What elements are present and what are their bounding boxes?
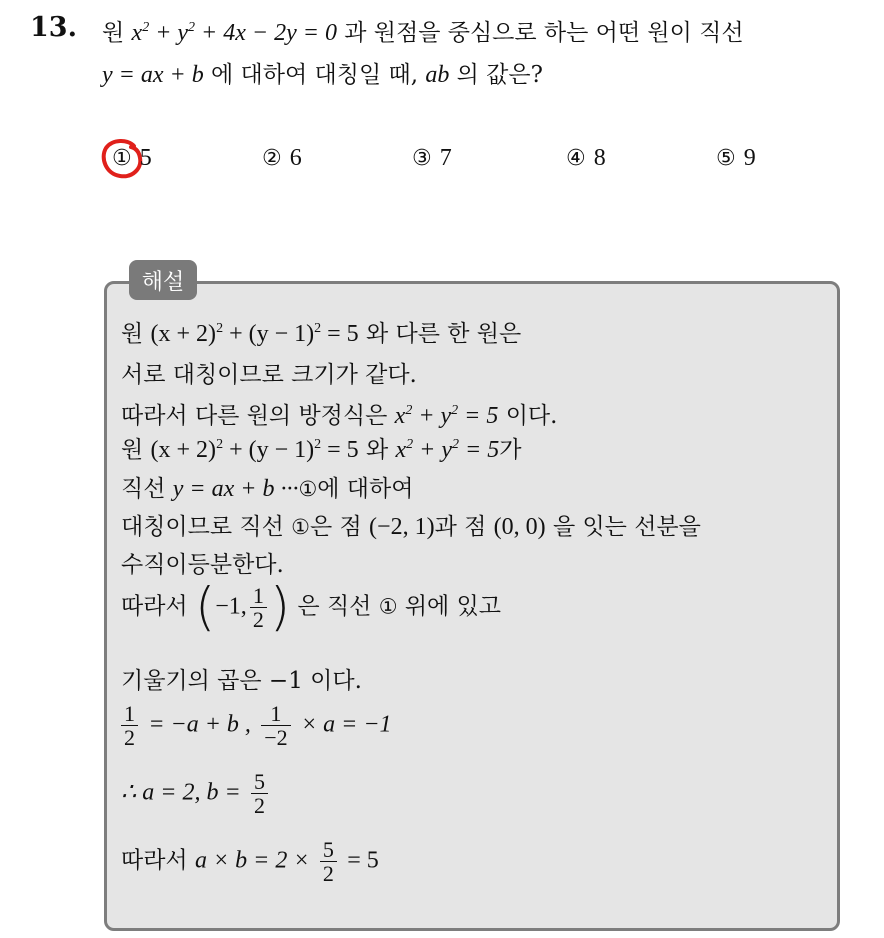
question-text: 에 대하여 대칭일 때,	[211, 62, 419, 88]
solution-line-7: 수직이등분한다.	[121, 552, 284, 578]
solution-line-11: ∴ a = 2, b = $\frac{5}{2}$	[121, 770, 271, 817]
solution-line-2: 서로 대칭이므로 크기가 같다.	[121, 362, 417, 388]
choice-symbol: ②	[262, 146, 282, 171]
choice-3[interactable]	[412, 145, 452, 172]
question-number: 13.	[30, 12, 77, 43]
choice-value: 6	[289, 145, 302, 171]
solution-line-4: 원 $(x + 2)^2 + (y - 1)^2 = 5$ 와 $x^2 + y^2 = 5$가	[121, 437, 522, 463]
choice-symbol: ④	[566, 146, 586, 171]
equation: y = ax + b	[102, 62, 204, 88]
solution-line-5: 직선 y = ax + b ···①에 대하여	[121, 476, 414, 502]
solution-tag: 해설	[129, 260, 197, 300]
fraction: $\frac{5}{2}$	[251, 770, 268, 817]
fraction: $\frac{1}{-2}$	[261, 702, 290, 749]
choice-value: 5	[139, 145, 152, 171]
choice-value: 8	[593, 145, 606, 171]
solution-line-3: 따라서 다른 원의 방정식은 $x^2 + y^2 = 5$ 이다.	[121, 403, 558, 429]
question-line-2	[102, 56, 543, 89]
solution-line-9: 기울기의 곱은 −1 이다.	[121, 668, 362, 694]
fraction: $\frac{5}{2}$	[320, 838, 337, 885]
choice-value: 7	[439, 145, 452, 171]
solution-line-1: 원 $(x + 2)^2 + (y - 1)^2 = 5$ 와 다른 한 원은	[121, 321, 522, 347]
fraction: $\frac{1}{2}$	[250, 584, 267, 631]
choice-2[interactable]	[262, 145, 302, 172]
equation: $x^2 + y^2 + 4x - 2y = 0$	[131, 20, 337, 46]
solution-line-8: 따라서 (−1, $\frac{1}{2}$ ) 은 직선 ① 위에 있고	[121, 577, 502, 638]
choice-value: 9	[743, 145, 756, 171]
question-line-1	[102, 14, 744, 47]
solution-line-12: 따라서 a × b = 2 × $\frac{5}{2}$ = 5	[121, 837, 379, 887]
solution-line-10: $\frac{1}{2}$ = −a + b , $\frac{1}{-2}$ × a = −1	[121, 702, 392, 749]
choice-symbol: ⑤	[716, 146, 736, 171]
solution-line-6: 대칭이므로 직선 ①은 점 (−2, 1)과 점 (0, 0) 을 잇는 선분을	[121, 514, 701, 540]
choice-5[interactable]	[716, 145, 756, 172]
question-text: 과 원점을 중심으로 하는 어떤 원이 직선	[344, 20, 744, 46]
fraction: $\frac{1}{2}$	[121, 702, 138, 749]
equation: ab	[425, 62, 450, 88]
choice-4[interactable]	[566, 145, 606, 172]
choice-symbol: ①	[112, 146, 132, 171]
choice-1[interactable]	[112, 145, 152, 172]
question-text: 원	[102, 20, 125, 46]
choice-symbol: ③	[412, 146, 432, 171]
question-text: 의 값은?	[456, 62, 543, 88]
